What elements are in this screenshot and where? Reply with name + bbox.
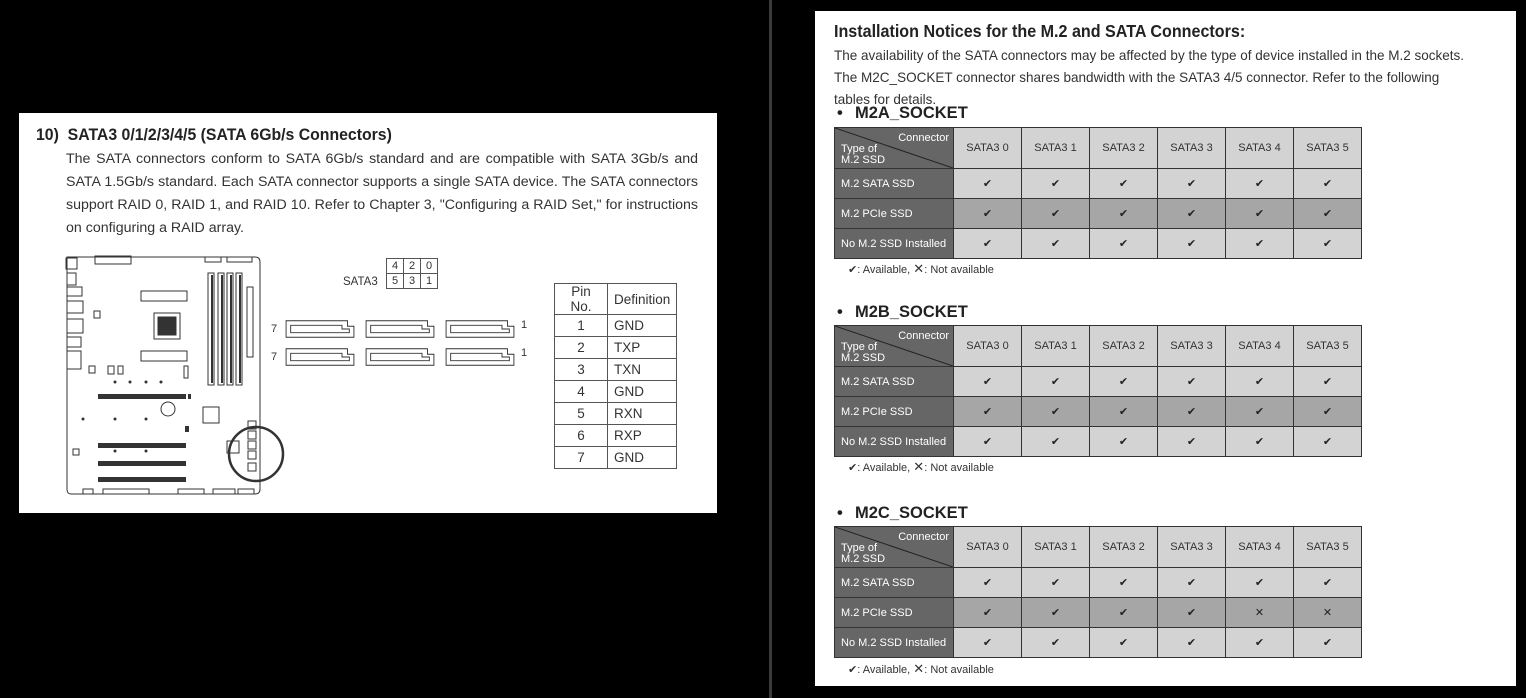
column-header: SATA3 4 (1226, 527, 1294, 568)
availability-cell: ✔ (954, 397, 1022, 427)
socket-name: M2B_SOCKET (855, 303, 968, 321)
socket-compatibility-table (834, 127, 1362, 259)
bullet: • (837, 104, 843, 122)
motherboard-diagram (63, 251, 293, 501)
availability-cell: ✔ (1226, 199, 1294, 229)
table-row (835, 427, 1362, 457)
column-header: SATA3 2 (1090, 326, 1158, 367)
pin-definition: RXN (608, 403, 677, 425)
definition-header: Definition (608, 284, 677, 315)
availability-cell: ✔ (1226, 367, 1294, 397)
availability-cell: ✔ (1294, 628, 1362, 658)
column-header: SATA3 4 (1226, 128, 1294, 169)
table-row (835, 199, 1362, 229)
pin-number: 7 (555, 447, 608, 469)
column-header: SATA3 2 (1090, 527, 1158, 568)
check-icon: ✔ (848, 264, 858, 276)
availability-cell: ✔ (954, 229, 1022, 259)
column-header: SATA3 5 (1294, 326, 1362, 367)
table-corner-header (835, 527, 954, 568)
availability-cell: ✔ (1294, 229, 1362, 259)
check-icon: ✔ (848, 462, 858, 474)
pin-no-header: Pin No. (555, 284, 608, 315)
table-row (555, 403, 677, 425)
availability-cell: ✔ (1022, 367, 1090, 397)
socket-heading (837, 303, 968, 322)
availability-cell: ✔ (954, 367, 1022, 397)
availability-cell: ✔ (1226, 628, 1294, 658)
pin-definition: TXP (608, 337, 677, 359)
availability-cell: ✔ (1022, 568, 1090, 598)
bullet: • (837, 504, 843, 522)
availability-cell: ✔ (1090, 397, 1158, 427)
pin-number: 5 (555, 403, 608, 425)
corner-type-label (841, 144, 885, 166)
column-header: SATA3 0 (954, 527, 1022, 568)
legend-available-text: : Available, (857, 664, 911, 676)
column-header: SATA3 0 (954, 128, 1022, 169)
legend-not-available-text: : Not available (924, 664, 994, 676)
pin-number: 3 (555, 359, 608, 381)
section-body: The SATA connectors conform to SATA 6Gb/s standard and are compatible with SATA 3Gb/s and SATA 1.5Gb/s standard. Each SATA connector supports a single SATA device. The SATA connectors support RAID 0, RAID 1, and RAID 10. Refer to Chapter 3, "Configuring a RAID Set," for instructions on configuring a RAID array. (66, 151, 698, 236)
socket-heading (837, 504, 968, 523)
table-row (835, 169, 1362, 199)
socket-compatibility-table (834, 526, 1362, 658)
availability-cell: ✔ (1158, 568, 1226, 598)
corner-type-label (841, 543, 885, 565)
connector-pin-7-label: 7 (271, 323, 278, 335)
row-label: No M.2 SSD Installed (835, 229, 954, 259)
availability-cell: ✔ (1022, 229, 1090, 259)
availability-cell: ✔ (1294, 367, 1362, 397)
corner-connector-label: Connector (898, 132, 949, 144)
section-title-text: SATA3 0/1/2/3/4/5 (SATA 6Gb/s Connectors) (67, 125, 392, 144)
port-number: 2 (404, 259, 421, 274)
column-header: SATA3 2 (1090, 128, 1158, 169)
availability-cell: ✔ (954, 199, 1022, 229)
socket-name: M2C_SOCKET (855, 504, 968, 522)
connector-pin-1-label: 1 (521, 319, 528, 331)
availability-cell: ✔ (1022, 598, 1090, 628)
table-corner-header (835, 128, 954, 169)
table-row (555, 315, 677, 337)
availability-cell: ✔ (1090, 169, 1158, 199)
availability-cell: ✔ (1294, 397, 1362, 427)
availability-cell: ✔ (954, 427, 1022, 457)
table-row (835, 397, 1362, 427)
availability-cell: ✔ (1294, 199, 1362, 229)
socket-heading (837, 104, 968, 123)
connector-pin-1-label: 1 (521, 347, 528, 359)
availability-legend (848, 459, 994, 475)
table-row (555, 337, 677, 359)
row-label: M.2 PCIe SSD (835, 199, 954, 229)
corner-type-line: Type of (841, 542, 878, 554)
sata-connector-outline (363, 346, 437, 368)
cross-icon: ✕ (913, 261, 925, 276)
corner-type-line: M.2 SSD (841, 154, 886, 166)
cross-icon: ✕ (913, 661, 925, 676)
availability-cell: ✔ (1090, 229, 1158, 259)
availability-cell: ✔ (954, 568, 1022, 598)
availability-cell: ✔ (1158, 229, 1226, 259)
availability-cell: ✔ (1158, 628, 1226, 658)
availability-cell: ✔ (954, 169, 1022, 199)
sata3-label: SATA3 (343, 276, 378, 288)
availability-cell: ✔ (1226, 397, 1294, 427)
availability-cell: ✔ (1226, 568, 1294, 598)
column-header: SATA3 0 (954, 326, 1022, 367)
sata-connector-outline (283, 318, 357, 340)
column-header: SATA3 4 (1226, 326, 1294, 367)
socket-compatibility-table (834, 325, 1362, 457)
sata-port-map (386, 258, 438, 289)
cross-icon: ✕ (913, 459, 925, 474)
table-row (555, 447, 677, 469)
pin-number: 2 (555, 337, 608, 359)
corner-type-line: M.2 SSD (841, 553, 886, 565)
column-header: SATA3 5 (1294, 128, 1362, 169)
socket-name: M2A_SOCKET (855, 104, 968, 122)
column-header: SATA3 5 (1294, 527, 1362, 568)
row-label: No M.2 SSD Installed (835, 427, 954, 457)
row-label: M.2 PCIe SSD (835, 598, 954, 628)
row-label: M.2 SATA SSD (835, 568, 954, 598)
availability-cell: ✔ (1090, 367, 1158, 397)
pane-divider (769, 0, 772, 698)
pin-definition: TXN (608, 359, 677, 381)
pin-definition: RXP (608, 425, 677, 447)
column-header: SATA3 3 (1158, 527, 1226, 568)
availability-cell: ✔ (1090, 598, 1158, 628)
availability-cell: ✕ (1226, 598, 1294, 628)
row-label: M.2 SATA SSD (835, 367, 954, 397)
pin-number: 4 (555, 381, 608, 403)
table-row (835, 598, 1362, 628)
connector-pin-7-label: 7 (271, 351, 278, 363)
check-icon: ✔ (848, 664, 858, 676)
sata-connector-page (19, 113, 717, 513)
legend-not-available-text: : Not available (924, 462, 994, 474)
availability-cell: ✔ (1226, 169, 1294, 199)
availability-cell: ✔ (1226, 229, 1294, 259)
port-number: 3 (404, 274, 421, 289)
port-number: 4 (387, 259, 404, 274)
column-header: SATA3 1 (1022, 326, 1090, 367)
availability-cell: ✔ (1090, 628, 1158, 658)
availability-cell: ✔ (1158, 397, 1226, 427)
sata-connector-outline (363, 318, 437, 340)
sata-connector-outline (283, 346, 357, 368)
table-corner-header (835, 326, 954, 367)
availability-cell: ✔ (954, 628, 1022, 658)
pin-definition: GND (608, 315, 677, 337)
availability-legend (848, 661, 994, 677)
pin-definition: GND (608, 447, 677, 469)
sata-connector-outline (443, 318, 517, 340)
notices-title: Installation Notices for the M.2 and SATA Connectors: (834, 21, 1246, 41)
corner-type-line: Type of (841, 143, 878, 155)
corner-connector-label: Connector (898, 531, 949, 543)
availability-legend (848, 261, 994, 277)
availability-cell: ✔ (1158, 427, 1226, 457)
table-row (835, 367, 1362, 397)
column-header: SATA3 3 (1158, 128, 1226, 169)
bullet: • (837, 303, 843, 321)
availability-cell: ✔ (1294, 169, 1362, 199)
availability-cell: ✕ (1294, 598, 1362, 628)
corner-connector-label: Connector (898, 330, 949, 342)
availability-cell: ✔ (1158, 169, 1226, 199)
column-header: SATA3 3 (1158, 326, 1226, 367)
legend-available-text: : Available, (857, 264, 911, 276)
table-row (555, 381, 677, 403)
notices-intro: The availability of the SATA connectors may be affected by the type of device installed in the M.2 sockets. The M2C_SOCKET connector shares bandwidth with the SATA3 4/5 connector. Refer to the following tables for details. (834, 47, 1465, 107)
row-label: M.2 SATA SSD (835, 169, 954, 199)
availability-cell: ✔ (1226, 427, 1294, 457)
availability-cell: ✔ (1022, 628, 1090, 658)
column-header: SATA3 1 (1022, 128, 1090, 169)
availability-cell: ✔ (1022, 199, 1090, 229)
availability-cell: ✔ (1022, 427, 1090, 457)
port-number: 0 (421, 259, 438, 274)
availability-cell: ✔ (1158, 598, 1226, 628)
section-number: 10) (36, 125, 59, 144)
pin-number: 1 (555, 315, 608, 337)
corner-type-line: M.2 SSD (841, 352, 886, 364)
availability-cell: ✔ (1090, 568, 1158, 598)
availability-cell: ✔ (1022, 397, 1090, 427)
table-row (835, 568, 1362, 598)
table-row (835, 628, 1362, 658)
availability-cell: ✔ (1294, 568, 1362, 598)
section-title (36, 125, 392, 145)
pin-definition-table (554, 283, 677, 469)
corner-type-label (841, 342, 885, 364)
pin-definition: GND (608, 381, 677, 403)
availability-cell: ✔ (1158, 199, 1226, 229)
m2-installation-notices-page (815, 11, 1516, 686)
column-header: SATA3 1 (1022, 527, 1090, 568)
table-row (555, 425, 677, 447)
row-label: M.2 PCIe SSD (835, 397, 954, 427)
port-number: 5 (387, 274, 404, 289)
table-row (835, 229, 1362, 259)
availability-cell: ✔ (1090, 199, 1158, 229)
legend-available-text: : Available, (857, 462, 911, 474)
row-label: No M.2 SSD Installed (835, 628, 954, 658)
pin-number: 6 (555, 425, 608, 447)
availability-cell: ✔ (1090, 427, 1158, 457)
availability-cell: ✔ (954, 598, 1022, 628)
availability-cell: ✔ (1022, 169, 1090, 199)
corner-type-line: Type of (841, 341, 878, 353)
legend-not-available-text: : Not available (924, 264, 994, 276)
port-number: 1 (421, 274, 438, 289)
availability-cell: ✔ (1294, 427, 1362, 457)
table-row (555, 359, 677, 381)
availability-cell: ✔ (1158, 367, 1226, 397)
sata-connector-outline (443, 346, 517, 368)
